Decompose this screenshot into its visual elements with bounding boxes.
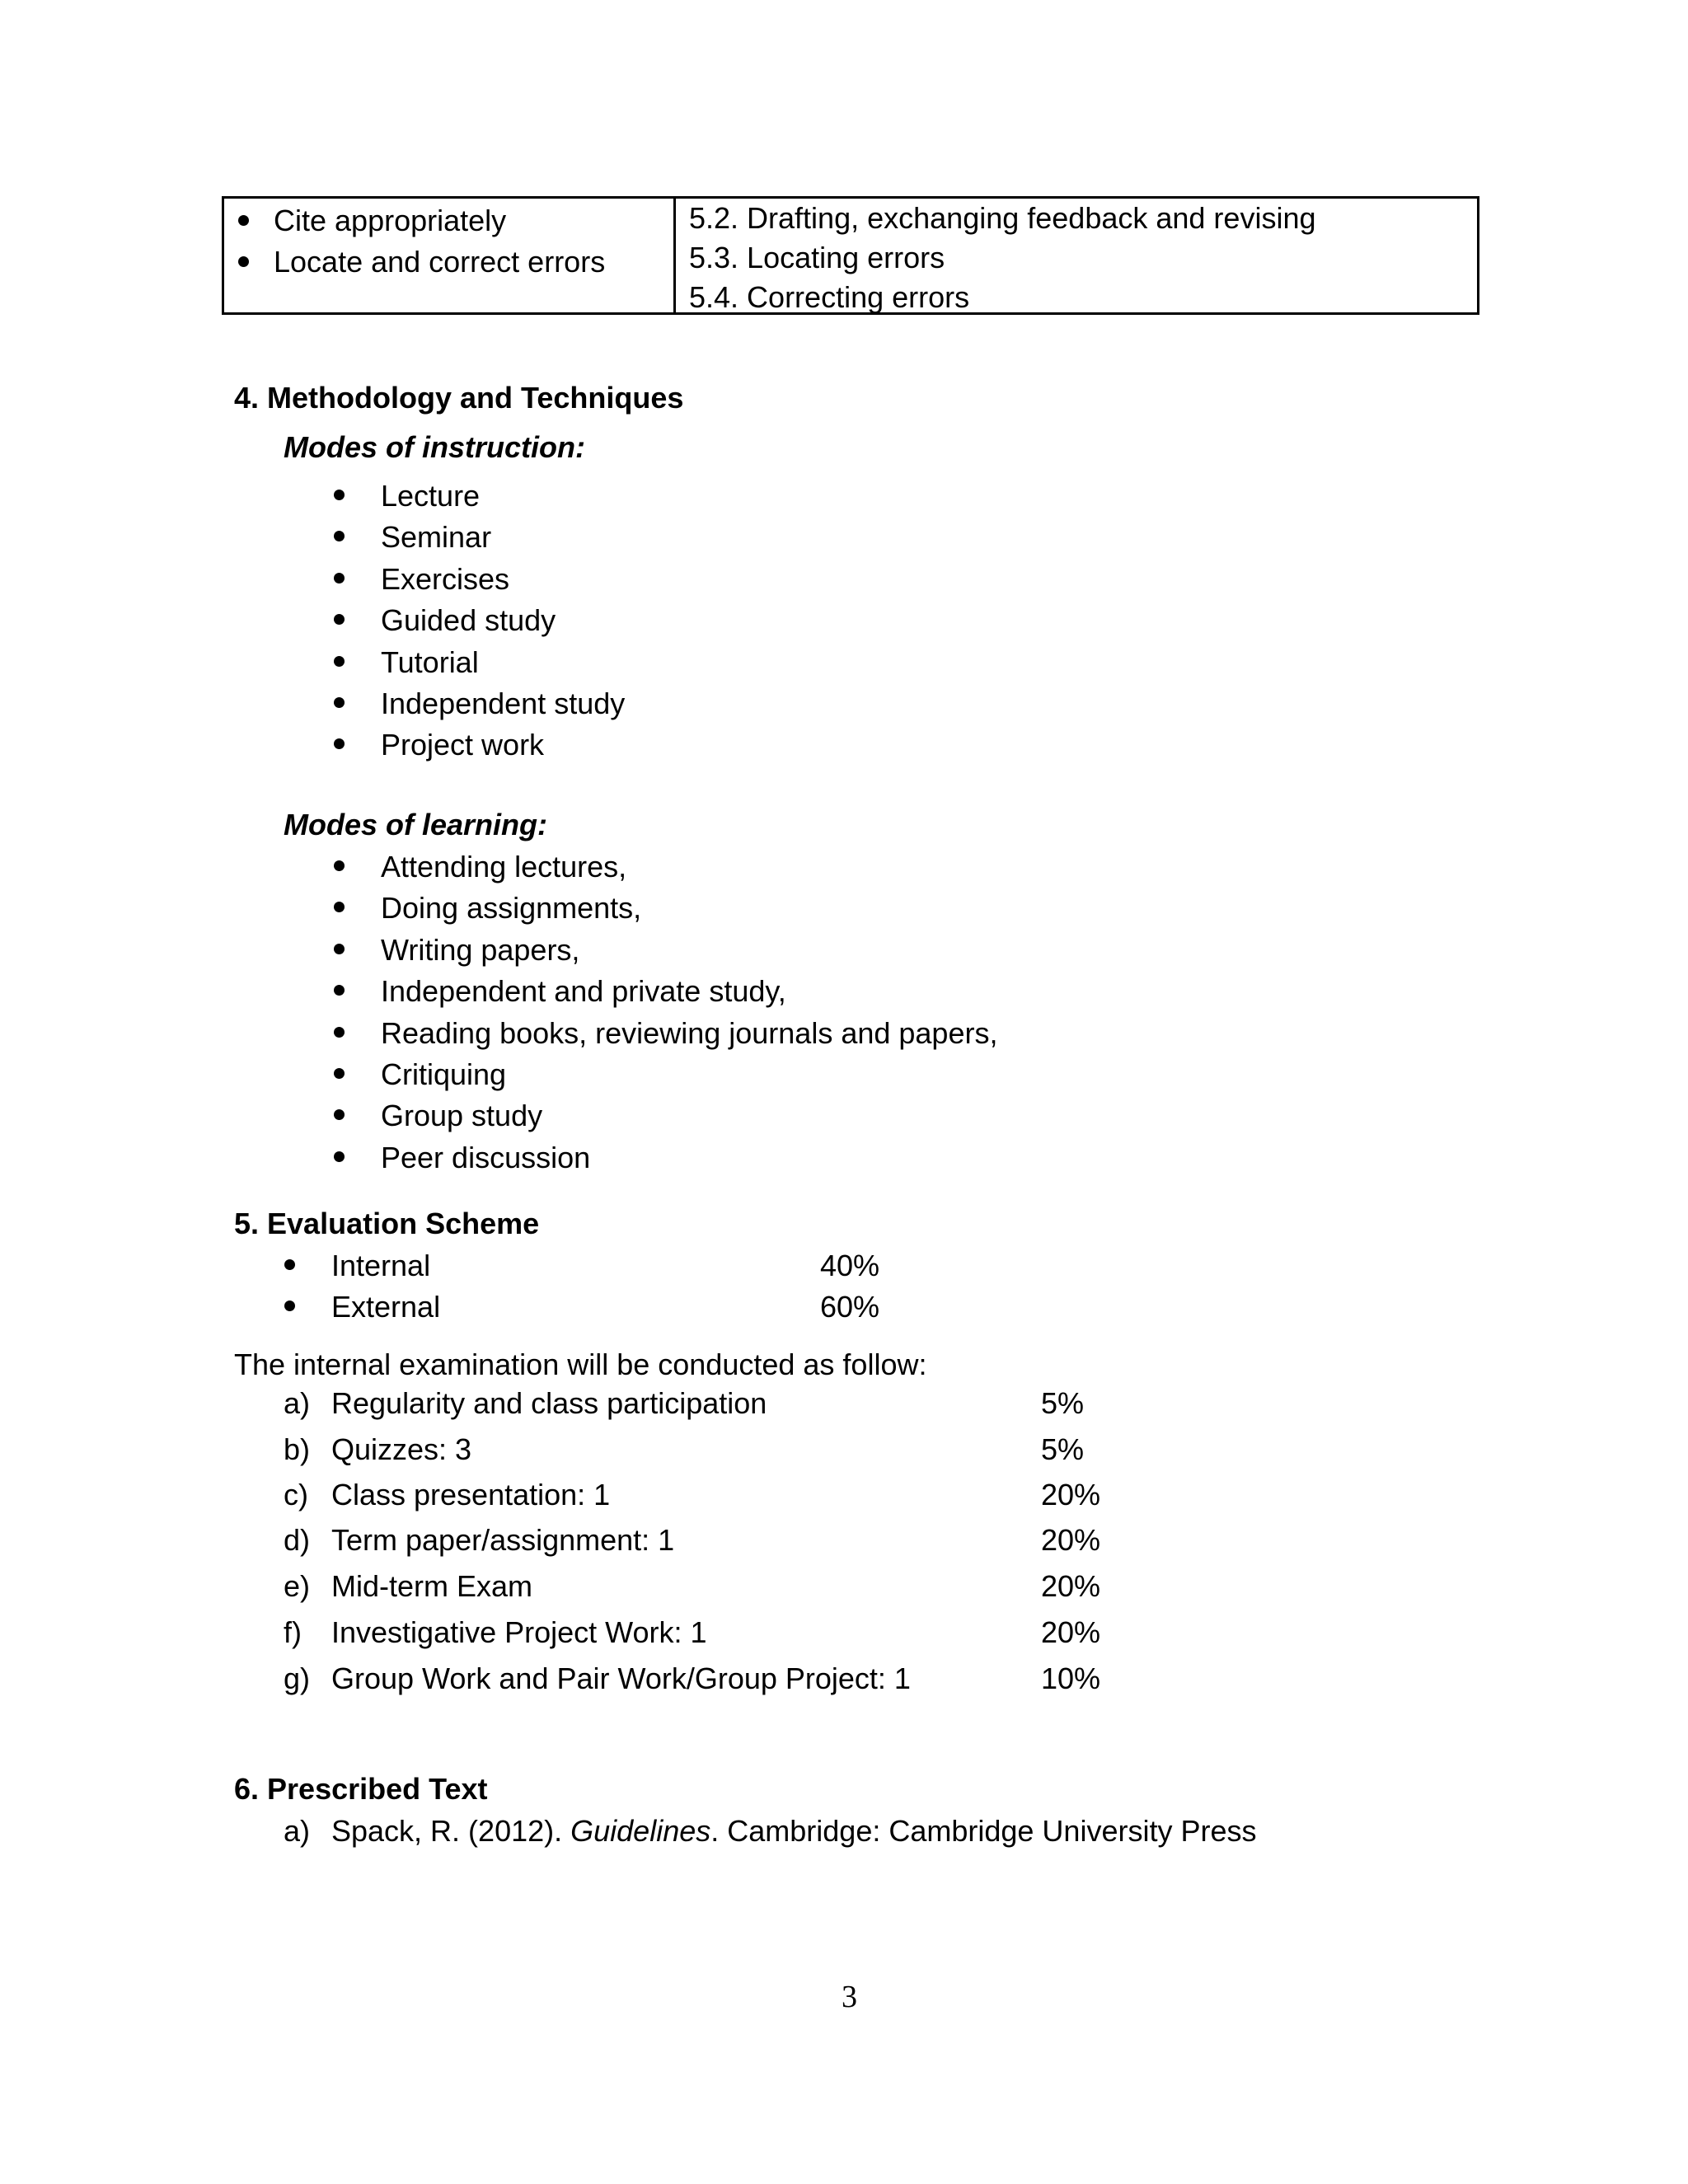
list-item: Seminar [381, 520, 492, 554]
item-marker: e) [284, 1569, 311, 1603]
item-marker: f) [284, 1615, 302, 1649]
evaluation-item-value: 20% [1041, 1569, 1101, 1603]
table-left-item: Cite appropriately [274, 204, 507, 237]
bullet-dot [334, 1027, 345, 1038]
bullet-dot [334, 985, 345, 996]
evaluation-item-label: Investigative Project Work: 1 [331, 1615, 707, 1649]
bullet-dot [238, 215, 249, 226]
item-marker: b) [284, 1432, 311, 1466]
table-right-item: 5.3. Locating errors [689, 241, 945, 274]
bullet-dot [238, 256, 249, 267]
list-item: Group study [381, 1099, 543, 1132]
evaluation-item-value: 10% [1041, 1661, 1101, 1695]
bullet-dot [334, 531, 345, 541]
evaluation-item-value: 20% [1041, 1523, 1101, 1557]
item-marker: c) [284, 1478, 308, 1511]
list-item: Lecture [381, 479, 481, 513]
scheme-label: Internal [331, 1249, 431, 1282]
scheme-value: 40% [820, 1249, 880, 1282]
scheme-value: 60% [820, 1290, 880, 1324]
evaluation-item-value: 5% [1041, 1386, 1085, 1420]
bullet-dot [334, 656, 345, 667]
list-item: Peer discussion [381, 1141, 591, 1174]
citation-publisher: . Cambridge: Cambridge University Press [710, 1814, 1257, 1848]
evaluation-item-label: Class presentation: 1 [331, 1478, 611, 1511]
bullet-dot [334, 738, 345, 749]
bullet-dot [334, 1151, 345, 1162]
subsection-heading: Modes of learning: [284, 808, 548, 841]
evaluation-item-value: 5% [1041, 1432, 1085, 1466]
bullet-dot [334, 1068, 345, 1079]
item-marker: g) [284, 1661, 311, 1695]
list-item: Doing assignments, [381, 891, 642, 925]
list-item: Writing papers, [381, 933, 580, 967]
list-item: Exercises [381, 562, 510, 596]
evaluation-intro: The internal examination will be conducted as follow: [234, 1347, 927, 1381]
bullet-dot [334, 902, 345, 912]
list-item: Tutorial [381, 645, 479, 679]
bullet-dot [334, 1109, 345, 1120]
list-item: Reading books, reviewing journals and papers, [381, 1016, 998, 1050]
table-column-divider [673, 199, 676, 312]
evaluation-item-label: Regularity and class participation [331, 1386, 767, 1420]
citation-author: Spack, R. (2012). [331, 1814, 571, 1848]
subsection-heading: Modes of instruction: [284, 430, 585, 464]
page-number: 3 [842, 1980, 857, 2014]
list-item: Independent study [381, 687, 626, 720]
bullet-dot [284, 1259, 295, 1270]
section-heading: 6. Prescribed Text [234, 1772, 488, 1806]
evaluation-item-label: Group Work and Pair Work/Group Project: 1 [331, 1661, 911, 1695]
bullet-dot [334, 490, 345, 500]
list-item: Critiquing [381, 1057, 507, 1091]
evaluation-item-label: Quizzes: 3 [331, 1432, 472, 1466]
table-left-item: Locate and correct errors [274, 245, 606, 279]
evaluation-item-label: Mid-term Exam [331, 1569, 533, 1603]
evaluation-item-label: Term paper/assignment: 1 [331, 1523, 675, 1557]
item-marker: d) [284, 1523, 311, 1557]
bullet-dot [334, 573, 345, 583]
table-right-item: 5.4. Correcting errors [689, 280, 970, 314]
bullet-dot [334, 944, 345, 954]
section-heading: 5. Evaluation Scheme [234, 1207, 540, 1240]
bullet-dot [334, 697, 345, 708]
bullet-dot [284, 1301, 295, 1311]
list-item: Guided study [381, 603, 556, 637]
scheme-label: External [331, 1290, 441, 1324]
item-marker: a) [284, 1386, 311, 1420]
prescribed-text-citation [331, 1816, 1256, 1846]
citation-title: Guidelines [570, 1814, 711, 1848]
item-marker: a) [284, 1814, 311, 1848]
table-right-item: 5.2. Drafting, exchanging feedback and revising [689, 201, 1316, 235]
list-item: Project work [381, 728, 545, 762]
bullet-dot [334, 614, 345, 625]
evaluation-item-value: 20% [1041, 1615, 1101, 1649]
evaluation-item-value: 20% [1041, 1478, 1101, 1511]
section-heading: 4. Methodology and Techniques [234, 381, 684, 415]
list-item: Independent and private study, [381, 974, 786, 1008]
list-item: Attending lectures, [381, 850, 627, 883]
bullet-dot [334, 860, 345, 871]
